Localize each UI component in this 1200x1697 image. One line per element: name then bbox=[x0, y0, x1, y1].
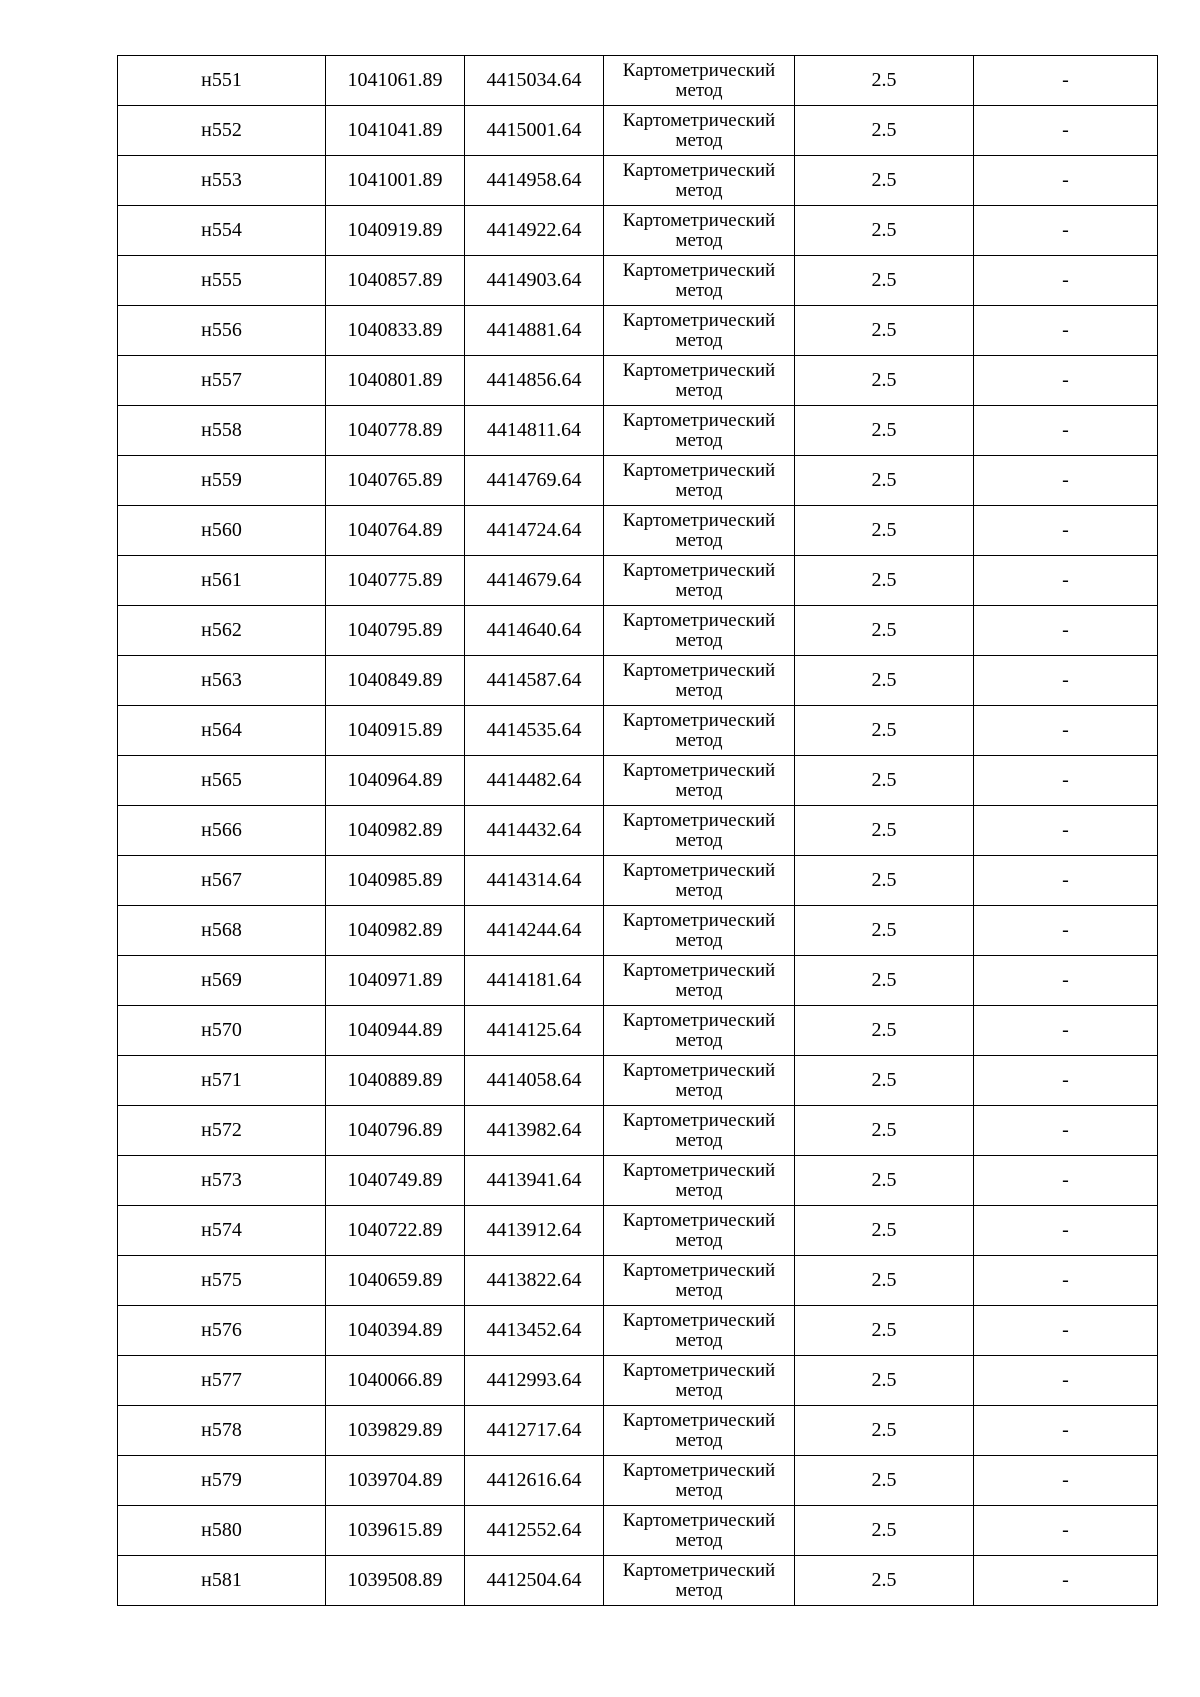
accuracy-cell: 2.5 bbox=[795, 1106, 974, 1156]
accuracy-cell: 2.5 bbox=[795, 1206, 974, 1256]
accuracy-cell: 2.5 bbox=[795, 856, 974, 906]
point-name-cell: н552 bbox=[118, 106, 326, 156]
x-coordinate-cell: 1039508.89 bbox=[326, 1556, 465, 1606]
y-coordinate-cell: 4414125.64 bbox=[465, 1006, 604, 1056]
y-coordinate-cell: 4414640.64 bbox=[465, 606, 604, 656]
y-coordinate-cell: 4414181.64 bbox=[465, 956, 604, 1006]
note-cell: - bbox=[974, 256, 1158, 306]
method-cell: Картометрический метод bbox=[604, 706, 795, 756]
table-row bbox=[118, 56, 1158, 106]
point-name-cell: н567 bbox=[118, 856, 326, 906]
y-coordinate-cell: 4414724.64 bbox=[465, 506, 604, 556]
method-cell: Картометрический метод bbox=[604, 1056, 795, 1106]
x-coordinate-cell: 1041001.89 bbox=[326, 156, 465, 206]
point-name-cell: н553 bbox=[118, 156, 326, 206]
point-name-cell: н570 bbox=[118, 1006, 326, 1056]
y-coordinate-cell: 4413452.64 bbox=[465, 1306, 604, 1356]
x-coordinate-cell: 1040944.89 bbox=[326, 1006, 465, 1056]
x-coordinate-cell: 1039829.89 bbox=[326, 1406, 465, 1456]
note-cell: - bbox=[974, 806, 1158, 856]
x-coordinate-cell: 1040857.89 bbox=[326, 256, 465, 306]
accuracy-cell: 2.5 bbox=[795, 1306, 974, 1356]
note-cell: - bbox=[974, 1206, 1158, 1256]
accuracy-cell: 2.5 bbox=[795, 706, 974, 756]
note-cell: - bbox=[974, 1006, 1158, 1056]
table-row bbox=[118, 356, 1158, 406]
table-row bbox=[118, 1306, 1158, 1356]
accuracy-cell: 2.5 bbox=[795, 1506, 974, 1556]
table-row bbox=[118, 1106, 1158, 1156]
note-cell: - bbox=[974, 1356, 1158, 1406]
y-coordinate-cell: 4413822.64 bbox=[465, 1256, 604, 1306]
y-coordinate-cell: 4414244.64 bbox=[465, 906, 604, 956]
y-coordinate-cell: 4414058.64 bbox=[465, 1056, 604, 1106]
table-row bbox=[118, 306, 1158, 356]
point-name-cell: н561 bbox=[118, 556, 326, 606]
note-cell: - bbox=[974, 1306, 1158, 1356]
point-name-cell: н566 bbox=[118, 806, 326, 856]
note-cell: - bbox=[974, 406, 1158, 456]
x-coordinate-cell: 1040394.89 bbox=[326, 1306, 465, 1356]
table-row bbox=[118, 656, 1158, 706]
point-name-cell: н562 bbox=[118, 606, 326, 656]
x-coordinate-cell: 1040796.89 bbox=[326, 1106, 465, 1156]
accuracy-cell: 2.5 bbox=[795, 356, 974, 406]
method-cell: Картометрический метод bbox=[604, 106, 795, 156]
point-name-cell: н580 bbox=[118, 1506, 326, 1556]
y-coordinate-cell: 4412552.64 bbox=[465, 1506, 604, 1556]
point-name-cell: н573 bbox=[118, 1156, 326, 1206]
method-cell: Картометрический метод bbox=[604, 1106, 795, 1156]
accuracy-cell: 2.5 bbox=[795, 656, 974, 706]
x-coordinate-cell: 1040833.89 bbox=[326, 306, 465, 356]
point-name-cell: н558 bbox=[118, 406, 326, 456]
note-cell: - bbox=[974, 356, 1158, 406]
x-coordinate-cell: 1040722.89 bbox=[326, 1206, 465, 1256]
y-coordinate-cell: 4414482.64 bbox=[465, 756, 604, 806]
method-cell: Картометрический метод bbox=[604, 1556, 795, 1606]
note-cell: - bbox=[974, 856, 1158, 906]
method-cell: Картометрический метод bbox=[604, 1156, 795, 1206]
point-name-cell: н555 bbox=[118, 256, 326, 306]
note-cell: - bbox=[974, 156, 1158, 206]
point-name-cell: н559 bbox=[118, 456, 326, 506]
x-coordinate-cell: 1040775.89 bbox=[326, 556, 465, 606]
accuracy-cell: 2.5 bbox=[795, 1456, 974, 1506]
note-cell: - bbox=[974, 1256, 1158, 1306]
x-coordinate-cell: 1040982.89 bbox=[326, 906, 465, 956]
method-cell: Картометрический метод bbox=[604, 1506, 795, 1556]
x-coordinate-cell: 1041061.89 bbox=[326, 56, 465, 106]
method-cell: Картометрический метод bbox=[604, 806, 795, 856]
note-cell: - bbox=[974, 656, 1158, 706]
point-name-cell: н556 bbox=[118, 306, 326, 356]
point-name-cell: н554 bbox=[118, 206, 326, 256]
accuracy-cell: 2.5 bbox=[795, 756, 974, 806]
table-row bbox=[118, 906, 1158, 956]
method-cell: Картометрический метод bbox=[604, 56, 795, 106]
y-coordinate-cell: 4415001.64 bbox=[465, 106, 604, 156]
note-cell: - bbox=[974, 706, 1158, 756]
method-cell: Картометрический метод bbox=[604, 656, 795, 706]
accuracy-cell: 2.5 bbox=[795, 156, 974, 206]
table-row bbox=[118, 456, 1158, 506]
accuracy-cell: 2.5 bbox=[795, 906, 974, 956]
method-cell: Картометрический метод bbox=[604, 556, 795, 606]
x-coordinate-cell: 1039615.89 bbox=[326, 1506, 465, 1556]
point-name-cell: н572 bbox=[118, 1106, 326, 1156]
note-cell: - bbox=[974, 1556, 1158, 1606]
accuracy-cell: 2.5 bbox=[795, 956, 974, 1006]
point-name-cell: н579 bbox=[118, 1456, 326, 1506]
y-coordinate-cell: 4412616.64 bbox=[465, 1456, 604, 1506]
y-coordinate-cell: 4412504.64 bbox=[465, 1556, 604, 1606]
accuracy-cell: 2.5 bbox=[795, 556, 974, 606]
accuracy-cell: 2.5 bbox=[795, 1156, 974, 1206]
x-coordinate-cell: 1040659.89 bbox=[326, 1256, 465, 1306]
method-cell: Картометрический метод bbox=[604, 1206, 795, 1256]
x-coordinate-cell: 1040915.89 bbox=[326, 706, 465, 756]
method-cell: Картометрический метод bbox=[604, 956, 795, 1006]
y-coordinate-cell: 4414314.64 bbox=[465, 856, 604, 906]
coordinates-table bbox=[117, 55, 1158, 1606]
point-name-cell: н574 bbox=[118, 1206, 326, 1256]
y-coordinate-cell: 4414881.64 bbox=[465, 306, 604, 356]
method-cell: Картометрический метод bbox=[604, 406, 795, 456]
note-cell: - bbox=[974, 556, 1158, 606]
table-row bbox=[118, 806, 1158, 856]
note-cell: - bbox=[974, 1506, 1158, 1556]
point-name-cell: н581 bbox=[118, 1556, 326, 1606]
note-cell: - bbox=[974, 106, 1158, 156]
accuracy-cell: 2.5 bbox=[795, 106, 974, 156]
accuracy-cell: 2.5 bbox=[795, 1006, 974, 1056]
table-row bbox=[118, 606, 1158, 656]
accuracy-cell: 2.5 bbox=[795, 806, 974, 856]
method-cell: Картометрический метод bbox=[604, 756, 795, 806]
y-coordinate-cell: 4414811.64 bbox=[465, 406, 604, 456]
method-cell: Картометрический метод bbox=[604, 1256, 795, 1306]
y-coordinate-cell: 4414535.64 bbox=[465, 706, 604, 756]
method-cell: Картометрический метод bbox=[604, 456, 795, 506]
point-name-cell: н577 bbox=[118, 1356, 326, 1406]
method-cell: Картометрический метод bbox=[604, 1456, 795, 1506]
x-coordinate-cell: 1040971.89 bbox=[326, 956, 465, 1006]
x-coordinate-cell: 1040795.89 bbox=[326, 606, 465, 656]
x-coordinate-cell: 1040764.89 bbox=[326, 506, 465, 556]
note-cell: - bbox=[974, 1406, 1158, 1456]
method-cell: Картометрический метод bbox=[604, 1356, 795, 1406]
y-coordinate-cell: 4412717.64 bbox=[465, 1406, 604, 1456]
table-row bbox=[118, 1256, 1158, 1306]
method-cell: Картометрический метод bbox=[604, 1406, 795, 1456]
y-coordinate-cell: 4414922.64 bbox=[465, 206, 604, 256]
y-coordinate-cell: 4414587.64 bbox=[465, 656, 604, 706]
table-row bbox=[118, 1056, 1158, 1106]
point-name-cell: н578 bbox=[118, 1406, 326, 1456]
point-name-cell: н575 bbox=[118, 1256, 326, 1306]
accuracy-cell: 2.5 bbox=[795, 406, 974, 456]
table-row bbox=[118, 206, 1158, 256]
y-coordinate-cell: 4413982.64 bbox=[465, 1106, 604, 1156]
x-coordinate-cell: 1039704.89 bbox=[326, 1456, 465, 1506]
table-row bbox=[118, 1406, 1158, 1456]
method-cell: Картометрический метод bbox=[604, 1306, 795, 1356]
note-cell: - bbox=[974, 1106, 1158, 1156]
point-name-cell: н557 bbox=[118, 356, 326, 406]
accuracy-cell: 2.5 bbox=[795, 256, 974, 306]
y-coordinate-cell: 4414958.64 bbox=[465, 156, 604, 206]
accuracy-cell: 2.5 bbox=[795, 506, 974, 556]
note-cell: - bbox=[974, 306, 1158, 356]
table-row bbox=[118, 106, 1158, 156]
method-cell: Картометрический метод bbox=[604, 156, 795, 206]
x-coordinate-cell: 1041041.89 bbox=[326, 106, 465, 156]
accuracy-cell: 2.5 bbox=[795, 1556, 974, 1606]
accuracy-cell: 2.5 bbox=[795, 1056, 974, 1106]
method-cell: Картометрический метод bbox=[604, 856, 795, 906]
table-row bbox=[118, 556, 1158, 606]
table-row bbox=[118, 706, 1158, 756]
y-coordinate-cell: 4414432.64 bbox=[465, 806, 604, 856]
method-cell: Картометрический метод bbox=[604, 1006, 795, 1056]
table-row bbox=[118, 1206, 1158, 1256]
note-cell: - bbox=[974, 906, 1158, 956]
note-cell: - bbox=[974, 456, 1158, 506]
y-coordinate-cell: 4414769.64 bbox=[465, 456, 604, 506]
y-coordinate-cell: 4412993.64 bbox=[465, 1356, 604, 1406]
point-name-cell: н563 bbox=[118, 656, 326, 706]
method-cell: Картометрический метод bbox=[604, 906, 795, 956]
x-coordinate-cell: 1040801.89 bbox=[326, 356, 465, 406]
x-coordinate-cell: 1040066.89 bbox=[326, 1356, 465, 1406]
note-cell: - bbox=[974, 1156, 1158, 1206]
accuracy-cell: 2.5 bbox=[795, 1406, 974, 1456]
y-coordinate-cell: 4415034.64 bbox=[465, 56, 604, 106]
method-cell: Картометрический метод bbox=[604, 306, 795, 356]
x-coordinate-cell: 1040964.89 bbox=[326, 756, 465, 806]
point-name-cell: н551 bbox=[118, 56, 326, 106]
point-name-cell: н569 bbox=[118, 956, 326, 1006]
y-coordinate-cell: 4413941.64 bbox=[465, 1156, 604, 1206]
table-row bbox=[118, 1506, 1158, 1556]
y-coordinate-cell: 4414856.64 bbox=[465, 356, 604, 406]
x-coordinate-cell: 1040889.89 bbox=[326, 1056, 465, 1106]
table-row bbox=[118, 1556, 1158, 1606]
table-row bbox=[118, 156, 1158, 206]
note-cell: - bbox=[974, 1456, 1158, 1506]
point-name-cell: н571 bbox=[118, 1056, 326, 1106]
method-cell: Картометрический метод bbox=[604, 506, 795, 556]
x-coordinate-cell: 1040985.89 bbox=[326, 856, 465, 906]
note-cell: - bbox=[974, 56, 1158, 106]
table-row bbox=[118, 256, 1158, 306]
y-coordinate-cell: 4414903.64 bbox=[465, 256, 604, 306]
coordinates-table-body bbox=[118, 56, 1158, 1606]
table-row bbox=[118, 506, 1158, 556]
table-row bbox=[118, 1356, 1158, 1406]
table-row bbox=[118, 756, 1158, 806]
accuracy-cell: 2.5 bbox=[795, 456, 974, 506]
y-coordinate-cell: 4413912.64 bbox=[465, 1206, 604, 1256]
note-cell: - bbox=[974, 1056, 1158, 1106]
x-coordinate-cell: 1040765.89 bbox=[326, 456, 465, 506]
accuracy-cell: 2.5 bbox=[795, 1356, 974, 1406]
point-name-cell: н565 bbox=[118, 756, 326, 806]
table-row bbox=[118, 956, 1158, 1006]
table-row bbox=[118, 1456, 1158, 1506]
accuracy-cell: 2.5 bbox=[795, 306, 974, 356]
accuracy-cell: 2.5 bbox=[795, 606, 974, 656]
note-cell: - bbox=[974, 206, 1158, 256]
accuracy-cell: 2.5 bbox=[795, 1256, 974, 1306]
method-cell: Картометрический метод bbox=[604, 206, 795, 256]
note-cell: - bbox=[974, 506, 1158, 556]
table-row bbox=[118, 1156, 1158, 1206]
accuracy-cell: 2.5 bbox=[795, 56, 974, 106]
x-coordinate-cell: 1040982.89 bbox=[326, 806, 465, 856]
method-cell: Картометрический метод bbox=[604, 356, 795, 406]
table-row bbox=[118, 856, 1158, 906]
accuracy-cell: 2.5 bbox=[795, 206, 974, 256]
point-name-cell: н560 bbox=[118, 506, 326, 556]
method-cell: Картометрический метод bbox=[604, 606, 795, 656]
x-coordinate-cell: 1040849.89 bbox=[326, 656, 465, 706]
method-cell: Картометрический метод bbox=[604, 256, 795, 306]
note-cell: - bbox=[974, 606, 1158, 656]
table-row bbox=[118, 1006, 1158, 1056]
x-coordinate-cell: 1040778.89 bbox=[326, 406, 465, 456]
note-cell: - bbox=[974, 956, 1158, 1006]
x-coordinate-cell: 1040919.89 bbox=[326, 206, 465, 256]
y-coordinate-cell: 4414679.64 bbox=[465, 556, 604, 606]
point-name-cell: н568 bbox=[118, 906, 326, 956]
point-name-cell: н576 bbox=[118, 1306, 326, 1356]
table-row bbox=[118, 406, 1158, 456]
note-cell: - bbox=[974, 756, 1158, 806]
point-name-cell: н564 bbox=[118, 706, 326, 756]
x-coordinate-cell: 1040749.89 bbox=[326, 1156, 465, 1206]
